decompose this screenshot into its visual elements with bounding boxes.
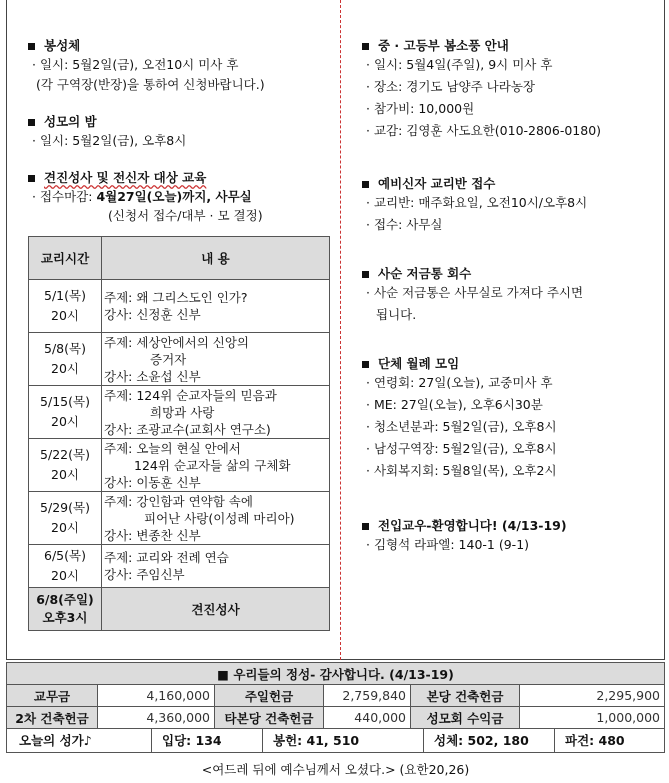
table-row bbox=[29, 545, 330, 588]
footer-verse: <여드레 뒤에 예수님께서 오셨다.> (요한20,26) bbox=[201, 762, 470, 777]
row-time: 20시 bbox=[51, 308, 79, 323]
info-label: · 접수마감: bbox=[32, 189, 97, 204]
section-lent-bank bbox=[362, 264, 583, 326]
education-schedule-table bbox=[28, 236, 330, 631]
table-row bbox=[7, 729, 665, 753]
row-date: 5/15(목) bbox=[40, 394, 90, 409]
header-date: 교리시간 bbox=[29, 237, 102, 280]
offering-label: 2차 건축헌금 bbox=[7, 707, 98, 729]
bullet-icon bbox=[28, 43, 35, 50]
table-row bbox=[7, 685, 665, 707]
section-spring-picnic bbox=[362, 36, 601, 142]
bullet-icon bbox=[362, 271, 369, 278]
table-row bbox=[29, 588, 330, 631]
section-title: 전입교우-환영합니다! (4/13-19) bbox=[378, 518, 567, 533]
info-line: · 청소년분과: 5월2일(금), 오후8시 bbox=[366, 419, 557, 434]
row-time: 20시 bbox=[51, 568, 79, 583]
offering-title: ■ 우리들의 정성- 감사합니다. (4/13-19) bbox=[7, 663, 665, 685]
info-line: · 일시: 5월4일(주일), 9시 미사 후 bbox=[366, 57, 553, 72]
table-row bbox=[29, 280, 330, 333]
bullet-icon bbox=[28, 175, 35, 182]
info-line: · 교감: 김영훈 사도요한(010-2806-0180) bbox=[366, 123, 602, 138]
section-title: 성모의 밤 bbox=[44, 114, 97, 129]
row-lecturer: 강사: 조광교수(교회사 연구소) bbox=[104, 421, 271, 437]
hymn-entrance: 입당: 134 bbox=[152, 729, 263, 752]
hymn-label: 오늘의 성가♪ bbox=[7, 729, 152, 752]
info-line: · 사회복지회: 5월8일(목), 오후2시 bbox=[366, 463, 557, 478]
section-marian-night bbox=[28, 112, 186, 152]
hymn-offertory: 봉헌: 41, 510 bbox=[263, 729, 424, 752]
row-lecturer: 강사: 신정훈 신부 bbox=[104, 307, 201, 322]
row-lecturer: 강사: 소윤섭 신부 bbox=[104, 368, 201, 384]
info-line: · 연령회: 27일(오늘), 교중미사 후 bbox=[366, 375, 553, 390]
offering-value: 2,759,840 bbox=[324, 685, 411, 707]
info-line: · ME: 27일(오늘), 오후6시30분 bbox=[366, 397, 543, 412]
row-time: 20시 bbox=[51, 467, 79, 482]
row-topic-cont: 피어난 사랑(이성례 마리아) bbox=[144, 510, 295, 526]
bullet-icon bbox=[28, 119, 35, 126]
section-welcome bbox=[362, 516, 567, 556]
table-row bbox=[29, 333, 330, 386]
row-topic-cont: 124위 순교자들 삶의 구체화 bbox=[134, 457, 291, 473]
offering-label: 본당 건축헌금 bbox=[411, 685, 520, 707]
table-row bbox=[29, 439, 330, 492]
info-line: · 사순 저금통은 사무실로 가져다 주시면 bbox=[366, 285, 584, 300]
row-time: 20시 bbox=[51, 520, 79, 535]
section-title: 봉성체 bbox=[44, 38, 81, 53]
bullet-icon bbox=[362, 43, 369, 50]
section-title: 견진성사 및 전신자 대상 교육 bbox=[44, 170, 207, 185]
offering-label: 주일헌금 bbox=[215, 685, 324, 707]
offering-value: 440,000 bbox=[324, 707, 411, 729]
row-lecturer: 강사: 주임신부 bbox=[104, 567, 185, 582]
section-group-meetings bbox=[362, 354, 557, 482]
bullet-icon bbox=[362, 181, 369, 188]
row-date: 5/8(목) bbox=[44, 341, 86, 356]
offering-value: 4,160,000 bbox=[98, 685, 215, 707]
info-line: (신청서 접수/대부 · 모 결정) bbox=[108, 208, 263, 223]
info-line: · 참가비: 10,000원 bbox=[366, 101, 475, 116]
section-catechumen bbox=[362, 174, 587, 236]
row-lecturer: 강사: 이동훈 신부 bbox=[104, 474, 201, 490]
row-topic: 견진성사 bbox=[102, 588, 330, 631]
info-line: (각 구역장(반장)을 통하여 신청바랍니다.) bbox=[36, 77, 265, 92]
row-topic: 주제: 세상안에서의 신앙의 bbox=[104, 334, 249, 350]
deadline-value: 4월27일(오늘)까지, 사무실 bbox=[96, 189, 252, 204]
offering-value: 1,000,000 bbox=[520, 707, 665, 729]
row-time: 20시 bbox=[51, 361, 79, 376]
row-topic: 주제: 오늘의 현실 안에서 bbox=[104, 440, 241, 456]
section-anointing bbox=[28, 36, 265, 94]
hymn-communion: 성체: 502, 180 bbox=[424, 729, 555, 752]
row-topic: 주제: 강인함과 연약함 속에 bbox=[104, 493, 253, 509]
table-row bbox=[29, 492, 330, 545]
row-lecturer: 강사: 변종찬 신부 bbox=[104, 527, 201, 543]
offering-label: 교무금 bbox=[7, 685, 98, 707]
row-date: 5/29(목) bbox=[40, 500, 90, 515]
offering-label: 타본당 건축헌금 bbox=[215, 707, 324, 729]
info-line: · 장소: 경기도 남양주 나라농장 bbox=[366, 79, 535, 94]
info-line: 됩니다. bbox=[376, 307, 417, 322]
row-date: 6/5(목) bbox=[44, 548, 86, 563]
section-title: 예비신자 교리반 접수 bbox=[378, 176, 496, 191]
row-time: 20시 bbox=[51, 414, 79, 429]
offering-value: 4,360,000 bbox=[98, 707, 215, 729]
row-date: 5/1(목) bbox=[44, 288, 86, 303]
offering-title-text: 우리들의 정성- 감사합니다. (4/13-19) bbox=[233, 666, 454, 682]
row-topic: 주제: 교리와 전례 연습 bbox=[104, 550, 229, 565]
info-line: · 일시: 5월2일(금), 오전10시 미사 후 bbox=[32, 57, 239, 72]
bullet-icon bbox=[362, 361, 369, 368]
table-row bbox=[29, 386, 330, 439]
offering-label: 성모회 수익금 bbox=[411, 707, 520, 729]
section-title: 단체 월례 모임 bbox=[378, 356, 460, 371]
info-line: · 접수: 사무실 bbox=[366, 217, 443, 232]
row-topic-cont: 희망과 사랑 bbox=[150, 404, 215, 420]
info-line: · 김형석 라파엘: 140-1 (9-1) bbox=[366, 537, 530, 552]
table-row bbox=[7, 707, 665, 729]
header-content: 내 용 bbox=[102, 237, 330, 280]
bullet-icon bbox=[362, 523, 369, 530]
info-line: · 교리반: 매주화요일, 오전10시/오후8시 bbox=[366, 195, 588, 210]
info-line: · 일시: 5월2일(금), 오후8시 bbox=[32, 133, 187, 148]
hymn-recessional: 파견: 480 bbox=[565, 733, 625, 748]
row-time: 오후3시 bbox=[42, 610, 88, 625]
section-confirmation bbox=[28, 168, 263, 224]
row-topic: 주제: 왜 그리스도인 인가? bbox=[104, 290, 248, 305]
info-line: · 남성구역장: 5월2일(금), 오후8시 bbox=[366, 441, 557, 456]
section-title: 중 · 고등부 봄소풍 안내 bbox=[378, 38, 509, 53]
row-date: 6/8(주일) bbox=[36, 592, 94, 607]
offering-table bbox=[6, 662, 665, 753]
row-date: 5/22(목) bbox=[40, 447, 90, 462]
row-topic: 주제: 124위 순교자들의 믿음과 bbox=[104, 387, 277, 403]
section-title: 사순 저금통 회수 bbox=[378, 266, 472, 281]
column-divider bbox=[340, 0, 341, 660]
offering-value: 2,295,900 bbox=[520, 685, 665, 707]
row-topic-cont: 증거자 bbox=[150, 351, 187, 367]
